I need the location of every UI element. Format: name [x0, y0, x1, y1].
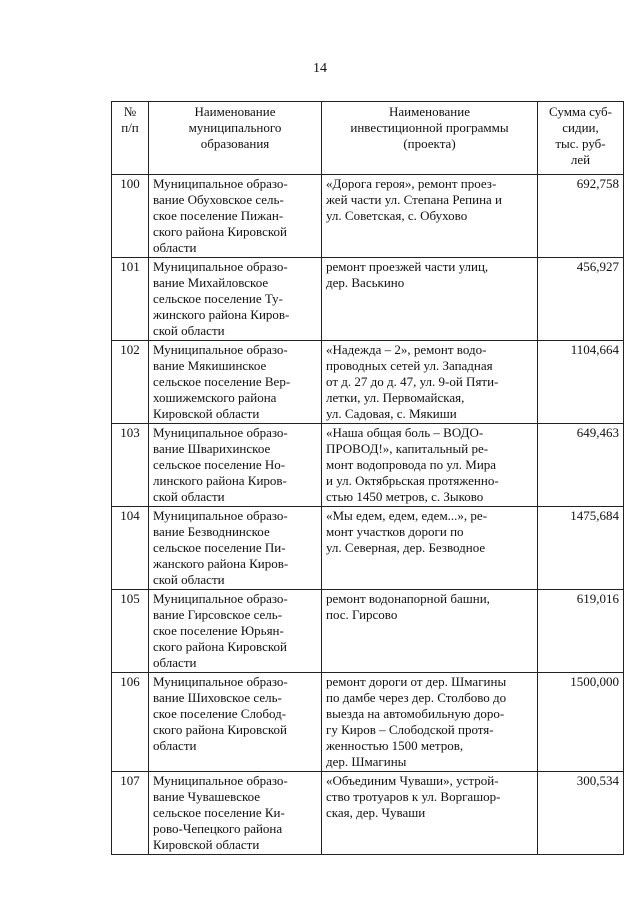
header-program: Наименование инвестиционной программы (проекта) — [322, 102, 538, 175]
row-number: 106 — [112, 673, 149, 772]
amount-cell: 1104,664 — [538, 341, 624, 424]
municipality-cell: Муниципальное образо- вание Гирсовское сель- ское поселение Юрьян- ского района Кировской области — [149, 590, 322, 673]
header-municipality: Наименование муниципального образования — [149, 102, 322, 175]
row-number: 107 — [112, 772, 149, 855]
amount-cell: 456,927 — [538, 258, 624, 341]
amount-cell: 1475,684 — [538, 507, 624, 590]
amount-cell: 619,016 — [538, 590, 624, 673]
municipality-cell: Муниципальное образо- вание Обуховское сель- ское поселение Пижан- ского района Кировской области — [149, 175, 322, 258]
amount-cell: 649,463 — [538, 424, 624, 507]
municipality-cell: Муниципальное образо- вание Мякишинское сельское поселение Вер- хошижемского района Кировской области — [149, 341, 322, 424]
row-number: 104 — [112, 507, 149, 590]
program-cell: «Наша общая боль – ВОДО- ПРОВОД!», капитальный ре- монт водопровода по ул. Мира и ул. Октябрьская протяженно- стью 1450 метров, с. Зыково — [322, 424, 538, 507]
row-number: 105 — [112, 590, 149, 673]
header-number: № п/п — [112, 102, 149, 175]
row-number: 103 — [112, 424, 149, 507]
program-cell: «Надежда – 2», ремонт водо- проводных сетей ул. Западная от д. 27 до д. 47, ул. 9-ой Пяти- летки, ул. Первомайская, ул. Садовая, с. Мякиши — [322, 341, 538, 424]
table-row — [112, 772, 624, 855]
program-cell: ремонт проезжей части улиц, дер. Васькино — [322, 258, 538, 341]
table-row — [112, 424, 624, 507]
table-row — [112, 507, 624, 590]
amount-cell: 300,534 — [538, 772, 624, 855]
amount-cell: 1500,000 — [538, 673, 624, 772]
program-cell: «Дорога героя», ремонт проез- жей части ул. Степана Репина и ул. Советская, с. Обухово — [322, 175, 538, 258]
table-header-row — [112, 102, 624, 175]
program-cell: ремонт дороги от дер. Шмагины по дамбе через дер. Столбово до выезда на автомобильную доро- гу Киров – Слободской протя- женностью 1500 метров, дер. Шмагины — [322, 673, 538, 772]
program-cell: ремонт водонапорной башни, пос. Гирсово — [322, 590, 538, 673]
table-row — [112, 258, 624, 341]
municipality-cell: Муниципальное образо- вание Чувашевское сельское поселение Ки- рово-Чепецкого района Кировской области — [149, 772, 322, 855]
amount-cell: 692,758 — [538, 175, 624, 258]
municipality-cell: Муниципальное образо- вание Шиховское сель- ское поселение Слобод- ского района Кировской области — [149, 673, 322, 772]
municipality-cell: Муниципальное образо- вание Шварихинское сельское поселение Но- линского района Киров- ской области — [149, 424, 322, 507]
municipality-cell: Муниципальное образо- вание Безводнинское сельское поселение Пи- жанского района Киров- ской области — [149, 507, 322, 590]
program-cell: «Мы едем, едем, едем...», ре- монт участков дороги по ул. Северная, дер. Безводное — [322, 507, 538, 590]
page-number: 14 — [313, 61, 327, 76]
table-row — [112, 590, 624, 673]
table-row — [112, 673, 624, 772]
table-row — [112, 341, 624, 424]
row-number: 101 — [112, 258, 149, 341]
header-amount: Сумма суб- сидии, тыс. руб- лей — [538, 102, 624, 175]
municipality-cell: Муниципальное образо- вание Михайловское сельское поселение Ту- жинского района Киров- ской области — [149, 258, 322, 341]
row-number: 102 — [112, 341, 149, 424]
program-cell: «Объединим Чуваши», устрой- ство тротуаров к ул. Воргашор- ская, дер. Чуваши — [322, 772, 538, 855]
subsidy-table — [111, 101, 624, 855]
table-row — [112, 175, 624, 258]
row-number: 100 — [112, 175, 149, 258]
